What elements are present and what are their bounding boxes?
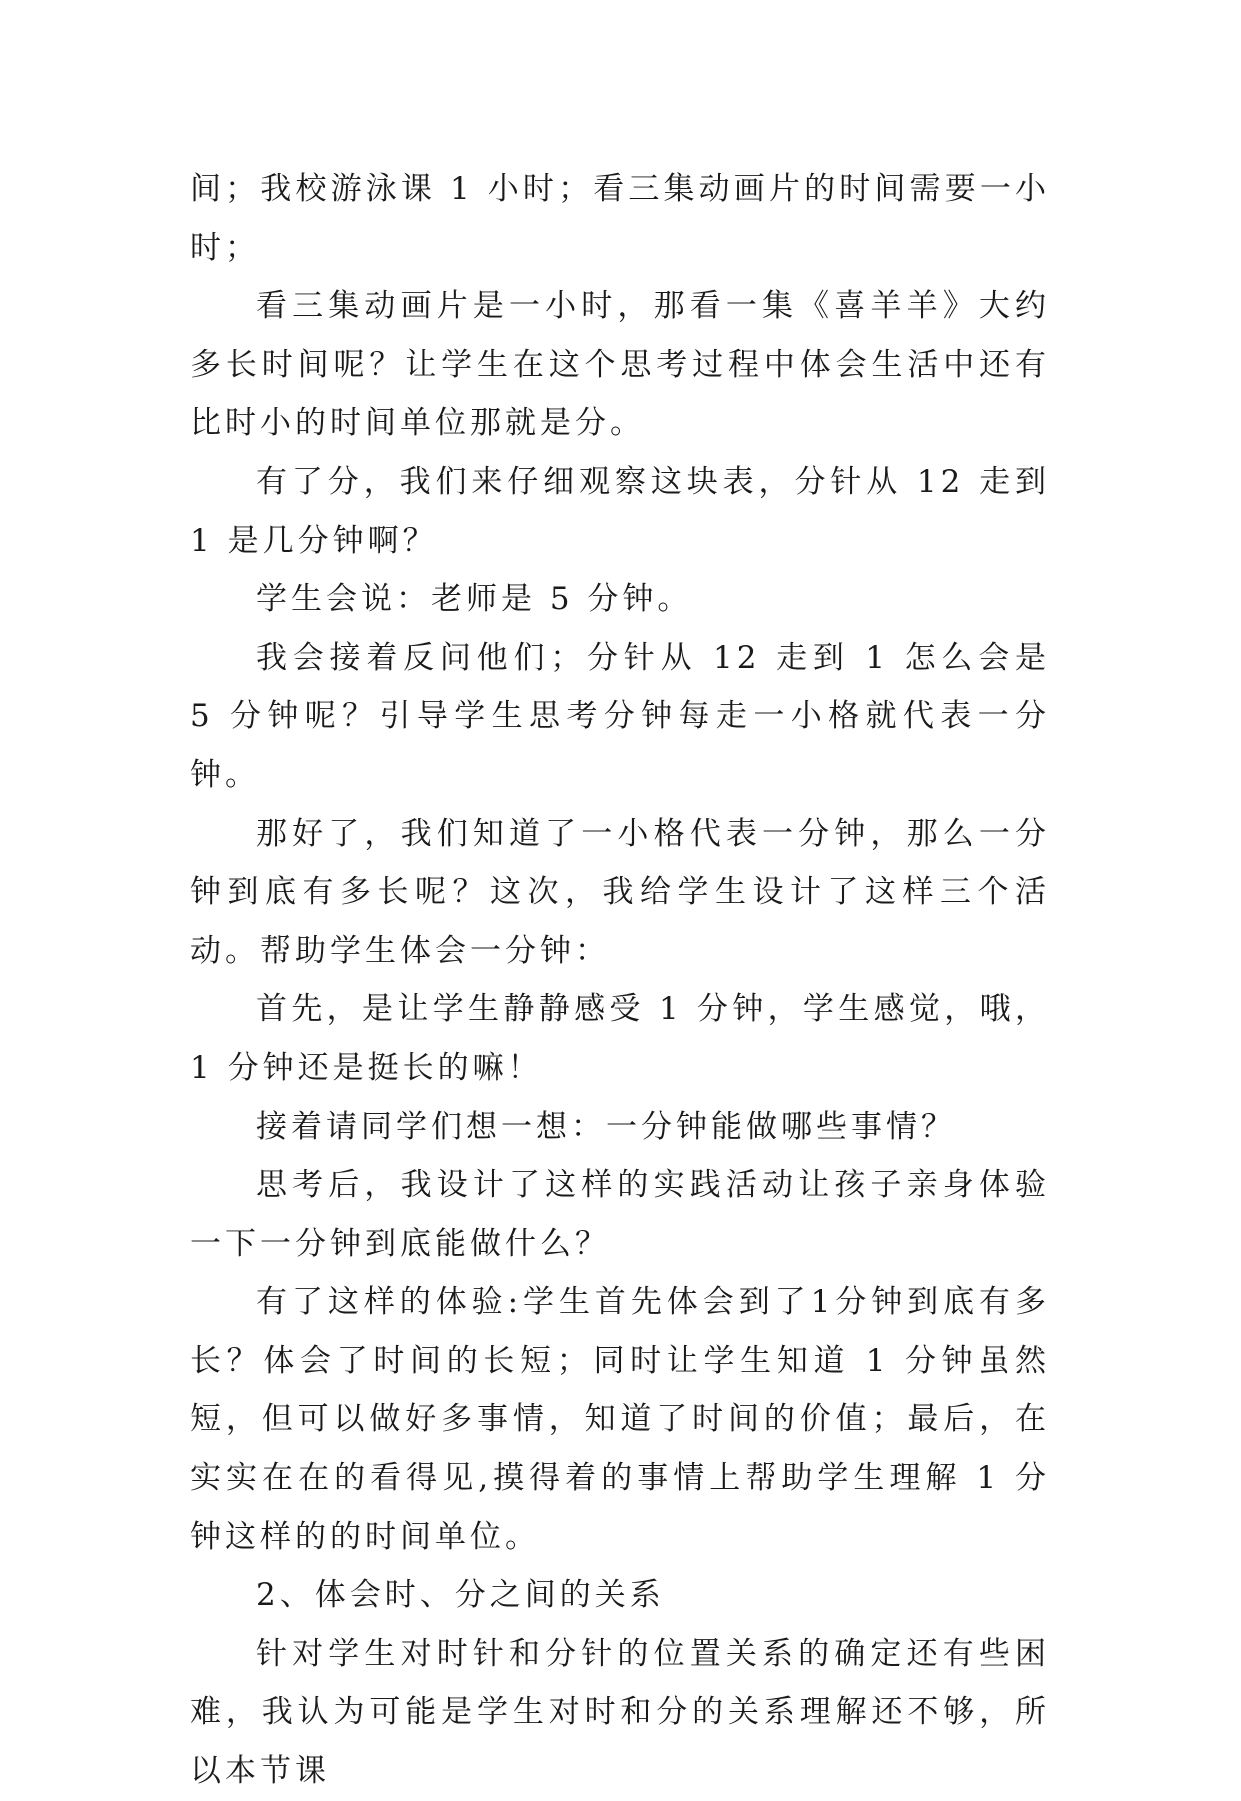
paragraph: 针对学生对时针和分针的位置关系的确定还有些困难，我认为可能是学生对时和分的关系理解还不够，所以本节课 [190, 1635, 1050, 1790]
paragraph: 有了分，我们来仔细观察这块表，分针从 12 走到 1 是几分钟啊？ [190, 463, 1050, 559]
paragraph: 那好了，我们知道了一小格代表一分钟，那么一分钟到底有多长呢？这次，我给学生设计了这样三个活动。帮助学生体会一分钟： [190, 815, 1050, 969]
paragraph: 学生会说：老师是 5 分钟。 [256, 581, 693, 618]
paragraph: 接着请同学们想一想：一分钟能做哪些事情？ [256, 1108, 956, 1145]
paragraph: 首先，是让学生静静感受 1 分钟，学生感觉，哦，1 分钟还是挺长的嘛！ [190, 991, 1050, 1086]
paragraph: 我会接着反问他们；分针从 12 走到 1 怎么会是 5 分钟呢？引导学生思考分钟每走一小格就代表一分钟。 [190, 639, 1050, 793]
paragraph: 间；我校游泳课 1 小时；看三集动画片的时间需要一小时； [190, 171, 1050, 266]
paragraph: 看三集动画片是一小时，那看一集《喜羊羊》大约多长时间呢？让学生在这个思考过程中体会生活中还有比时小的时间单位那就是分。 [190, 288, 1050, 442]
paragraph: 思考后，我设计了这样的实践活动让孩子亲身体验一下一分钟到底能做什么？ [190, 1167, 1050, 1262]
section-heading: 2、体会时、分之间的关系 [256, 1577, 665, 1614]
document-body [190, 160, 1050, 1801]
paragraph: 有了这样的体验:学生首先体会到了1分钟到底有多长？体会了时间的长短；同时让学生知道 1 分钟虽然短，但可以做好多事情，知道了时间的价值；最后，在实实在在的看得见,摸得着的事情上帮助学生理解 1 分钟这样的的时间单位。 [190, 1284, 1050, 1555]
